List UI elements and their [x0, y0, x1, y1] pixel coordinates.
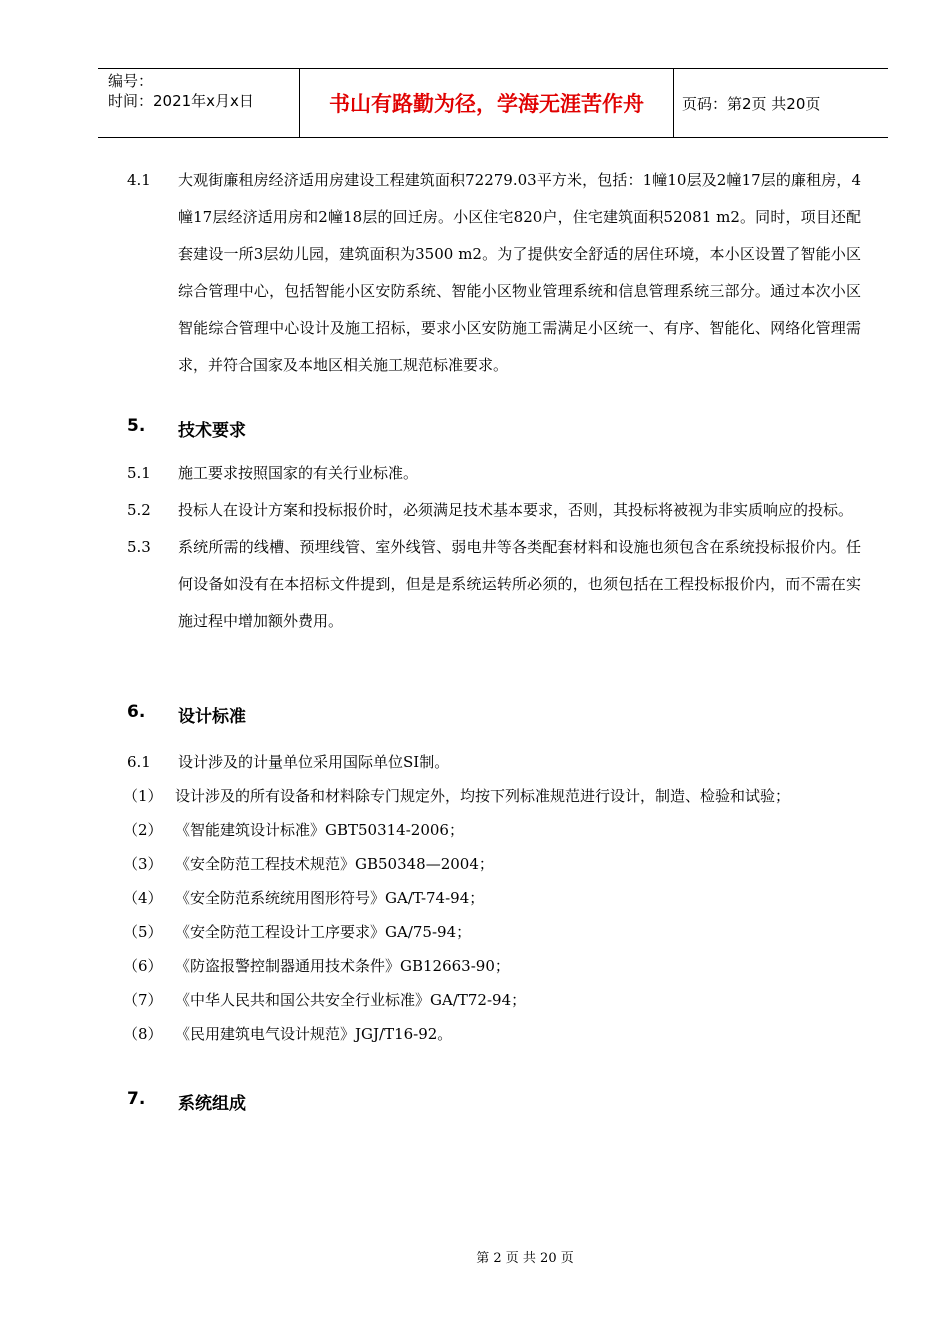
list-number: （6） — [123, 957, 163, 975]
section-number: 7. — [127, 1089, 146, 1109]
section-title: 系统组成 — [178, 1094, 246, 1114]
page-footer: 第 2 页 共 20 页 — [476, 1251, 574, 1266]
paragraph-text: 设计涉及的计量单位采用国际单位SI制。 — [178, 753, 450, 771]
list-item — [123, 813, 861, 847]
list-number: （8） — [123, 1025, 163, 1043]
list-text: 《智能建筑设计标准》GBT50314-2006； — [175, 821, 464, 839]
document-time: 时间：2021年x月x日 — [108, 92, 254, 110]
header-meta — [98, 69, 300, 137]
list-text: 《安全防范工程设计工序要求》GA/75-94； — [175, 923, 472, 941]
header-motto: 书山有路勤为径，学海无涯苦作舟 — [300, 69, 674, 137]
list-text: 《安全防范系统统用图形符号》GA/T-74-94； — [175, 889, 485, 907]
section-title: 技术要求 — [178, 421, 246, 441]
section-number: 6. — [127, 702, 146, 722]
list-item — [123, 779, 861, 813]
paragraph-number: 4.1 — [127, 171, 151, 189]
section-title: 设计标准 — [178, 707, 246, 727]
paragraph-6-1 — [127, 745, 861, 779]
section-number: 5. — [127, 416, 146, 436]
list-item — [123, 847, 861, 881]
paragraph-4-1 — [127, 162, 861, 384]
list-item — [123, 983, 861, 1017]
list-number: （7） — [123, 991, 163, 1009]
list-item — [123, 1017, 861, 1051]
paragraph-text: 大观街廉租房经济适用房建设工程建筑面积72279.03平方米，包括：1幢10层及2幢17层的廉租房，4幢17层经济适用房和2幢18层的回迁房。小区住宅820户，住宅建筑面积52081 m2。同时，项目还配套建设一所3层幼儿园，建筑面积为3500 m2。为了提供安全舒适的居住环境，本小区设置了智能小区综合管理中心，包括智能小区安防系统、智能小区物业管理系统和信息管理系统三部分。通过本次小区智能综合管理中心设计及施工招标，要求小区安防施工需满足小区统一、有序、智能化、网络化管理需求，并符合国家及本地区相关施工规范标准要求。 — [178, 171, 861, 374]
list-text: 《中华人民共和国公共安全行业标准》GA/T72-94； — [175, 991, 527, 1009]
paragraph-5-1 — [127, 455, 861, 492]
list-item — [123, 915, 861, 949]
paragraph-5-3 — [127, 529, 861, 640]
header-page-number: 页码：第2页 共20页 — [682, 94, 821, 113]
list-item — [123, 881, 861, 915]
paragraph-number: 5.2 — [127, 501, 151, 519]
list-item — [123, 949, 861, 983]
paragraph-number: 5.1 — [127, 464, 151, 482]
paragraph-text: 投标人在设计方案和投标报价时，必须满足技术基本要求，否则，其投标将被视为非实质响应的投标。 — [178, 501, 854, 519]
paragraph-text: 系统所需的线槽、预埋线管、室外线管、弱电井等各类配套材料和设施也须包含在系统投标报价内。任何设备如没有在本招标文件提到，但是是系统运转所必须的，也须包括在工程投标报价内，而不需在实施过程中增加额外费用。 — [178, 538, 861, 630]
list-number: （3） — [123, 855, 163, 873]
paragraph-5-2 — [127, 492, 861, 529]
paragraph-text: 施工要求按照国家的有关行业标准。 — [178, 464, 419, 482]
list-number: （1） — [123, 787, 163, 805]
document-number: 编号： — [108, 72, 154, 90]
section-heading-7 — [127, 1089, 861, 1114]
list-text: 《防盗报警控制器通用技术条件》GB12663-90； — [175, 957, 510, 975]
document-body — [123, 162, 861, 1114]
section-heading-5 — [127, 416, 861, 441]
list-text: 《安全防范工程技术规范》GB50348—2004； — [175, 855, 494, 873]
list-number: （2） — [123, 821, 163, 839]
page-header — [98, 68, 888, 138]
list-text: 设计涉及的所有设备和材料除专门规定外，均按下列标准规范进行设计，制造、检验和试验； — [175, 787, 791, 805]
list-number: （4） — [123, 889, 163, 907]
section-heading-6 — [127, 702, 861, 727]
paragraph-number: 6.1 — [127, 753, 151, 771]
list-number: （5） — [123, 923, 163, 941]
paragraph-number: 5.3 — [127, 538, 151, 556]
list-text: 《民用建筑电气设计规范》JGJ/T16-92。 — [175, 1025, 453, 1043]
